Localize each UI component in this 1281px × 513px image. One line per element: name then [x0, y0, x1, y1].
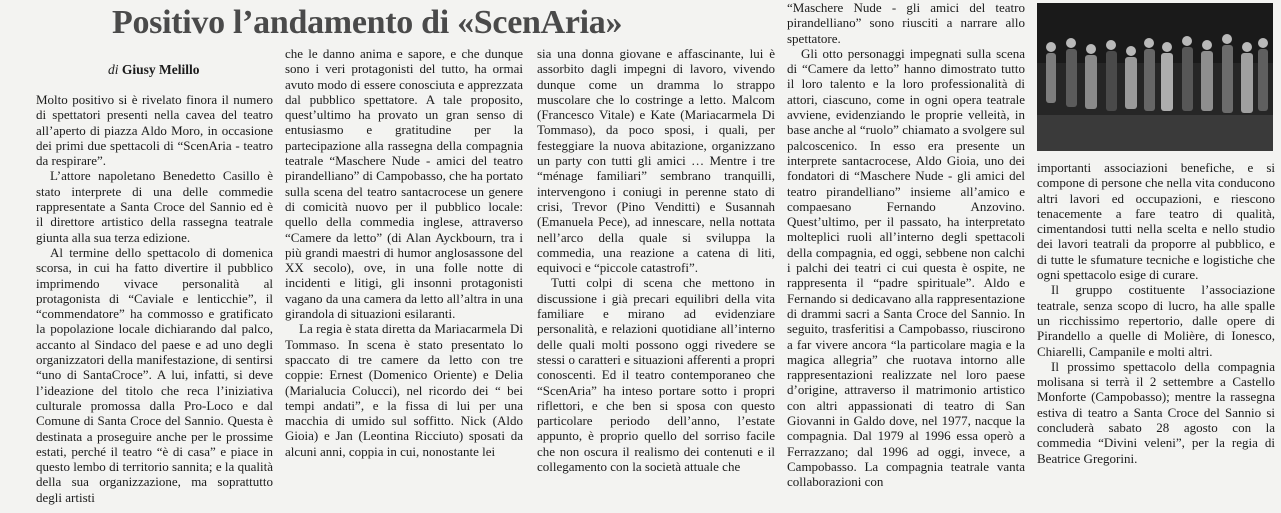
paragraph: Tutti colpi di scena che mettono in discussione i già precari equilibri della vita familiare e mirano ad evidenziare personalità, e relazioni quotidiane all’interno delle quali molti possono oggi rivedere se stessi o caratteri e situazioni afferenti a propri conoscenti. Ed il teatro contemporaneo che “ScenAria” ha inteso portare sotto i propri riflettori, e che ben si sposa con questo particolare periodo dell’anno, l’estate appunto, è proprio quello del sorriso facile che non oscura il realismo dei contenuti e il collegamento con la società attuale che [537, 275, 775, 475]
byline [108, 62, 278, 78]
paragraph: Gli otto personaggi impegnati sulla scena di “Camere da letto” hanno dimostrato tutto il loro talento e la loro professionalità di attori, ciascuno, come in ogni opera teatrale avviene, evidenziando le proprie velleità, in base anche al “ruolo” chiamato a svolgere sul palcoscenico. In esso era presente un interprete santacrocese, Aldo Gioia, uno dei fondatori di “Maschere Nude - gli amici del teatro pirandelliano” insieme all’amico e compaesano Fernando Anzovino. Quest’ultimo, per il passato, ha interpretato molteplici ruoli all’interno degli spettacoli della compagnia, ed oggi, sebbene non calchi i palchi dei teatri ci cui questa è ospite, ne rappresenta il “padre spirituale”. Aldo e Fernando si dedicavano alla rappresentazione di drammi sacri a Santa Croce del Sannio. In seguito, trasferitisi a Campobasso, riuscirono a far vivere ancora “la particolare magia e la magica allegria” che ruotava intorno alle rappresentazioni realizzate nel loro paese d’origine, attraverso il matrimonio artistico con altri appassionati di teatro di San Giovanni in Galdo dove, nel 1977, nacque la compagnia. Dal 1979 al 1996 essa operò a Ferrazzano; dal 1996 ad oggi, invece, a Campobasso. La compagnia teatrale vanta collaborazioni con [787, 45, 1025, 490]
article-column-3 [537, 46, 775, 513]
article-column-2 [285, 46, 523, 513]
paragraph: Al termine dello spettacolo di domenica scorsa, in cui ha fatto divertire il pubblico imprimendo vivace personalità al protagonista di “Caviale e lenticchie”, il “commendatore” ha commosso e gratificato la popolazione locale dichiarando dal palco, accanto al Sindaco del paese e ad uno degli organizzatori della manifestazione, di sentirsi “uno di SantaCroce”. A lui, infatti, si deve l’ideazione del titolo che reca l’iniziativa culturale promossa dalla Pro-Loco e dal Comune di Santa Croce del Sannio. Questa è destinata a proseguire anche per le prossime estati, perché il teatro “è di casa” e piace in questo lembo di territorio sannita; e la qualità della sua organizzazione, ma soprattutto degli artisti [36, 244, 273, 505]
paragraph: La regia è stata diretta da Mariacarmela Di Tommaso. In scena è stato presentato lo spaccato di tre camere da letto con tre coppie: Ernest (Domenico Oriente) e Delia (Marialucia Colucci), nel ricordo dei “ bei tempi andati”, e la fissa di lui per una macchia di umido sul soffitto. Nick (Aldo Gioia) e Jan (Leontina Ricciuto) sposati da alcuni anni, coppia in cui, nonostante lei [285, 321, 523, 459]
byline-author: Giusy Melillo [121, 62, 200, 77]
paragraph: Il prossimo spettacolo della compagnia molisana si terrà il 2 settembre a Castello Monforte (Campobasso); mentre la rassegna estiva di teatro a Santa Croce del Sannio si concluderà sabato 28 agosto con la commedia “Divini veleni”, per la regia di Beatrice Gregorini. [1037, 358, 1275, 466]
paragraph: L’attore napoletano Benedetto Casillo è stato interprete di una delle commedie rappresentate a Santa Croce del Sannio ed è il direttore artistico della rassegna teatrale giunta alla sua terza edizione. [36, 168, 273, 245]
article-column-4 [787, 0, 1025, 513]
paragraph: Il gruppo costituente l’associazione teatrale, senza scopo di lucro, ha alle spalle un ricchissimo repertorio, dalle opere di Pirandello a quelle di Molière, di Ionesco, Chiarelli, Campanile e molti altri. [1037, 282, 1275, 359]
byline-prefix: di [108, 62, 119, 77]
paragraph: che le danno anima e sapore, e che dunque sono i veri protagonisti del tutto, ha ormai avuto modo di essere conosciuta e apprezzata dal pubblico spettatore. A tale proposito, quest’ultimo ha provato un gran senso di entusiasmo e gratitudine per la partecipazione alla rassegna della compagnia teatrale “Maschere Nude - amici del teatro pirandelliano” di Campobasso, che ha portato sulla scena del teatro santacrocese un genere di comicità nuovo per il pubblico locale: quello della commedia inglese, attraverso “Camere da letto” (di Alan Ayckbourn, tra i più grandi maestri di humor anglosassone del XX secolo), ove, in una folle notte di incidenti e litigi, gli insonni protagonisti vagano da una camera da letto all’altra in una girandola di situazioni esilaranti. [285, 46, 523, 322]
cast-photo-graphic [1037, 3, 1273, 151]
article-headline: Positivo l’andamento di «ScenAria» [112, 4, 623, 41]
paragraph: sia una donna giovane e affascinante, lui è assorbito dagli impegni di lavoro, vivendo dunque come un dramma lo strappo muscolare che lo costringe a letto. Malcom (Francesco Vitale) e Kate (Mariacarmela Di Tommaso), da poco sposi, i quali, per festeggiare la nuova abitazione, organizzano un party con tutti gli amici … Mentre i tre “ménage familiari” sembrano tranquilli, intervengono i coniugi in perenne stato di crisi, Trevor (Pino Venditti) e Susannah (Emanuela Pece), ad innescare, nella nottata nell’arco della quale si sviluppa la commedia, una reazione a catena di liti, equivoci e “piccole catastrofi”. [537, 46, 775, 276]
paragraph: importanti associazioni benefiche, e si compone di persone che nella vita conducono altri lavori ed occupazioni, e riescono tenacemente a fare teatro di qualità, cimentandosi tutti nella scelta e nello studio dei lavori teatrali da proporre al pubblico, e di tutte le sfumature tecniche e logistiche che ogni spettacolo esige di curare. [1037, 160, 1275, 283]
article-column-1 [36, 92, 273, 513]
article-column-5 [1037, 160, 1275, 513]
paragraph: Molto positivo si è rivelato finora il numero di spettatori presenti nella cavea del teatro all’aperto di piazza Aldo Moro, in occasione dei primi due spettacoli di “ScenAria - teatro da respirare”. [36, 92, 273, 169]
cast-photo [1037, 3, 1273, 151]
paragraph: “Maschere Nude - gli amici del teatro pirandelliano” sono riusciti a narrare allo spettatore. [787, 0, 1025, 46]
